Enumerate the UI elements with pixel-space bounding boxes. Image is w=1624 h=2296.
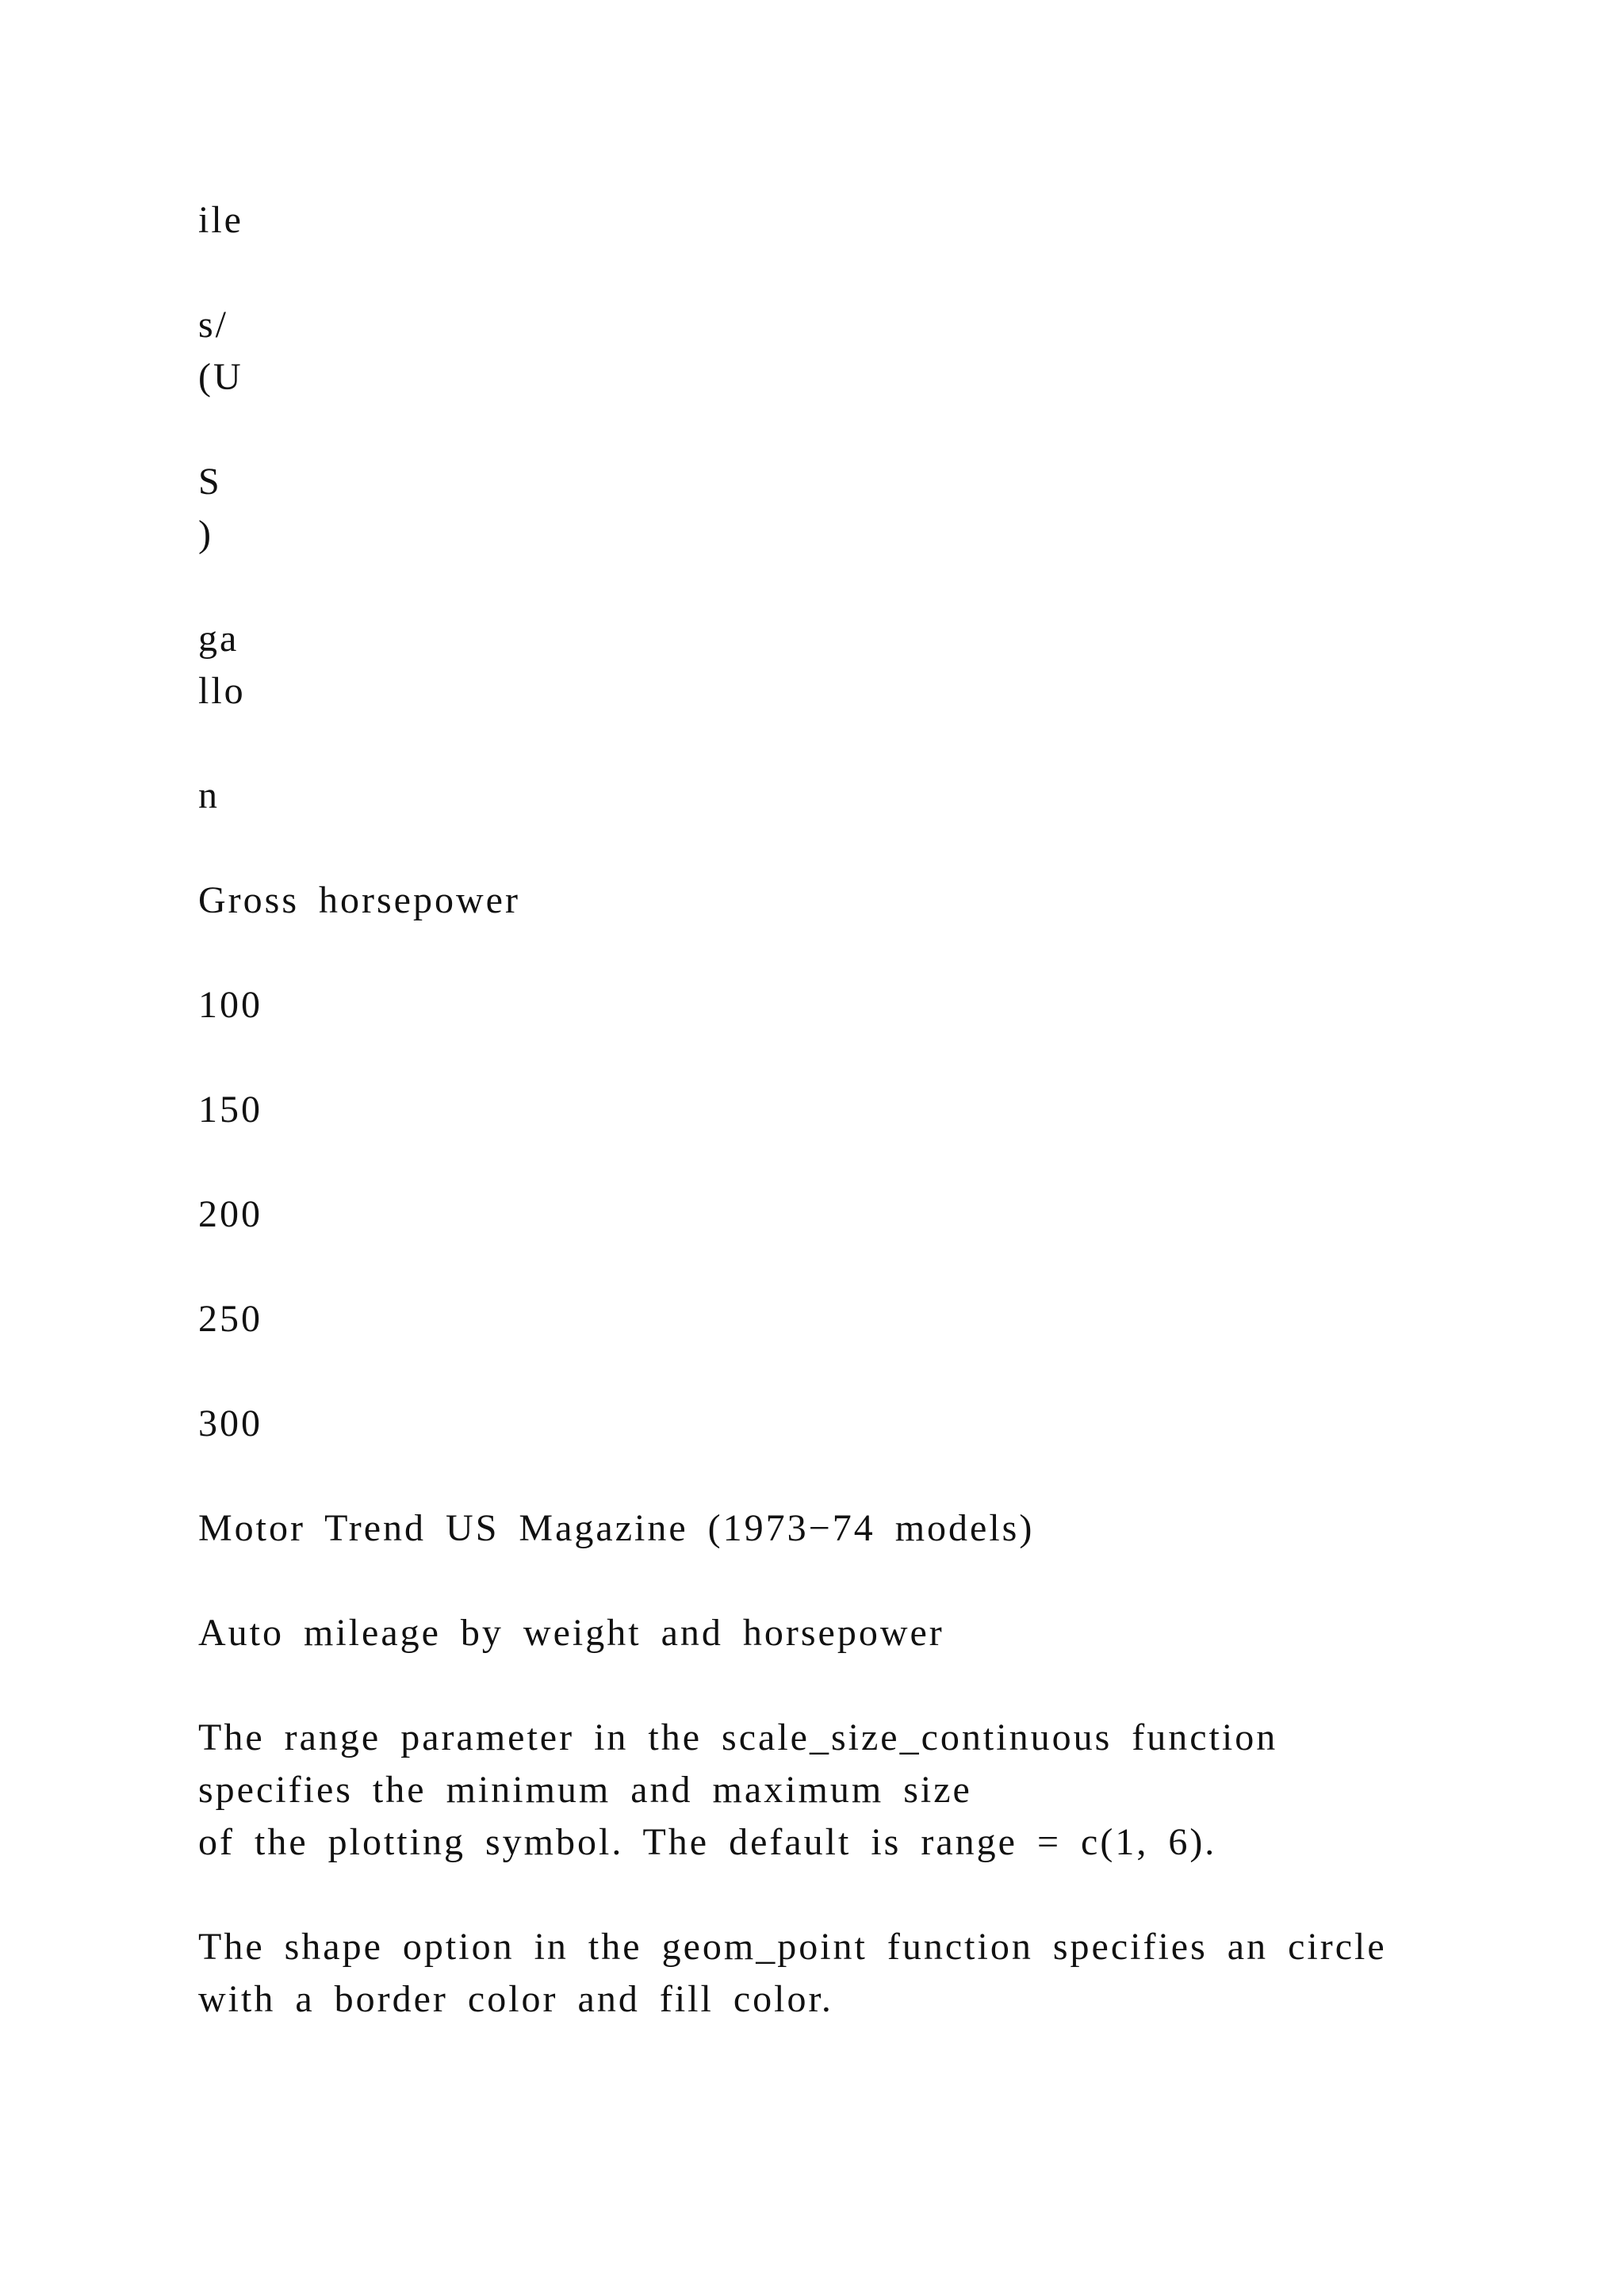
- tick-label: 300: [198, 1402, 262, 1445]
- fragment-text: (U: [198, 356, 243, 398]
- fragment-text: s/: [198, 304, 229, 346]
- tick-label: 100: [198, 984, 262, 1026]
- paragraph-line: specifies the minimum and maximum size: [198, 1769, 972, 1811]
- caption-text: Motor Trend US Magazine (1973−74 models): [198, 1507, 1035, 1549]
- title-text: Auto mileage by weight and horsepower: [198, 1612, 944, 1654]
- paragraph-line: The shape option in the geom_point function specifies an circle: [198, 1926, 1387, 1968]
- paragraph-line: of the plotting symbol. The default is range = c(1, 6).: [198, 1821, 1217, 1863]
- paragraph-line: with a border color and fill color.: [198, 1978, 833, 2020]
- fragment-text: ): [198, 513, 213, 555]
- fragment-text: llo: [198, 670, 246, 712]
- fragment-text: n: [198, 775, 220, 817]
- fragment-text: ile: [198, 199, 243, 241]
- fragment-text: S: [198, 461, 222, 503]
- tick-label: 150: [198, 1089, 262, 1131]
- tick-label: 200: [198, 1193, 262, 1235]
- fragment-text: ga: [198, 618, 239, 660]
- axis-label: Gross horsepower: [198, 879, 520, 921]
- paragraph-line: The range parameter in the scale_size_continuous function: [198, 1716, 1278, 1758]
- tick-label: 250: [198, 1298, 262, 1340]
